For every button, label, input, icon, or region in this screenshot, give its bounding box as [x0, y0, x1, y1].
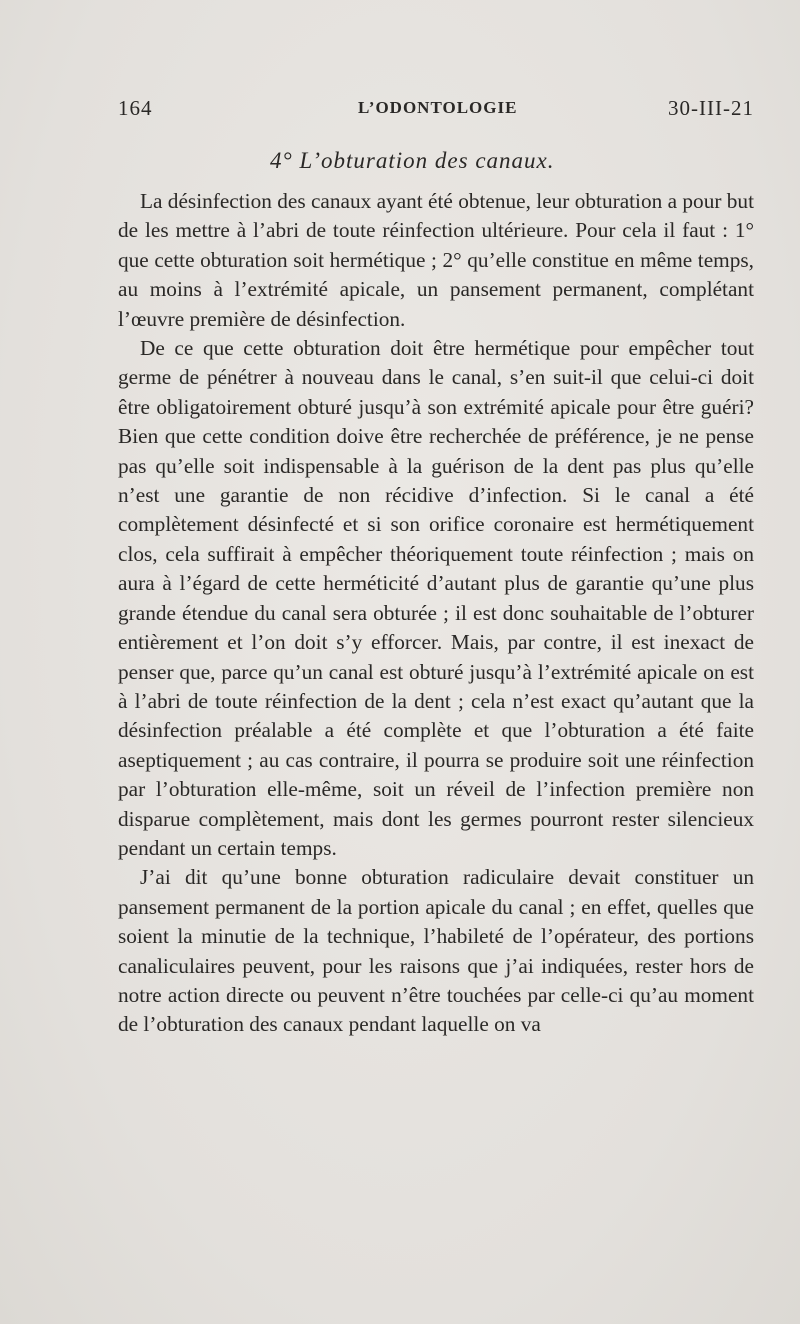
- page-number: 164: [118, 96, 153, 120]
- page-header: [118, 96, 754, 126]
- issue-date: 30-III-21: [668, 96, 754, 120]
- paragraph-1: La désinfection des canaux ayant été obtenue, leur obturation a pour but de les mettre à l’abri de toute réinfection ultérieure. Pour cela il faut : 1° que cette obturation soit hermétique ; 2° qu’elle constitue en même temps, au moins à l’extrémité apicale, un pansement permanent, complétant l’œuvre première de désinfection.: [118, 189, 754, 331]
- body-text: [118, 187, 754, 1040]
- section-title: 4° L’obturation des canaux.: [270, 148, 555, 173]
- running-title: L’ODONTOLOGIE: [358, 98, 518, 117]
- paragraph-3: J’ai dit qu’une bonne obturation radiculaire devait constituer un pansement permanent de la portion apicale du canal ; en effet, quelles que soient la minutie de la technique, l’habileté de l’opérateur, des portions canaliculaires peuvent, pour les raisons que j’ai indiquées, rester hors de notre action directe ou peuvent n’être touchées par celle-ci qu’au moment de l’obturation des canaux pendant laquelle on va: [118, 865, 754, 1037]
- paragraph-2: De ce que cette obturation doit être hermétique pour empêcher tout germe de pénétrer à nouveau dans le canal, s’en suit-il que celui-ci doit être obligatoirement obturé jusqu’à son extrémité apicale pour être guéri? Bien que cette condition doive être recherchée de préférence, je ne pense pas qu’elle soit indispensable à la guérison de la dent pas plus qu’elle n’est une garantie de non récidive d’infection. Si le canal a été complètement désinfecté et si son orifice coronaire est hermétiquement clos, cela suffirait à empêcher théoriquement toute réinfection ; mais on aura à l’égard de cette herméticité d’autant plus de garantie qu’une plus grande étendue du canal sera obturée ; il est donc souhaitable de l’obturer entièrement et l’on doit s’y efforcer. Mais, par contre, il est inexact de penser que, parce qu’un canal est obturé jusqu’à l’extrémité apicale on est à l’abri de toute réinfection de la dent ; cela n’est exact qu’autant que la désinfection préalable a été complète et que l’obturation a été faite aseptiquement ; au cas contraire, il pourra se produire soit une réinfection par l’obturation elle-même, soit un réveil de l’infection première non disparue complètement, mais dont les germes pourront rester silencieux pendant un certain temps.: [118, 336, 754, 860]
